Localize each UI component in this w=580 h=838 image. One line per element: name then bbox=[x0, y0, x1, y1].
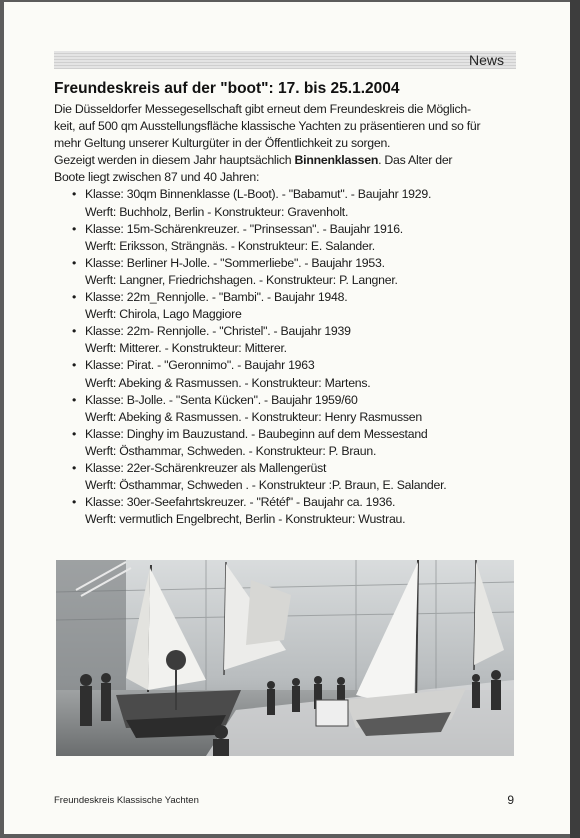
page-number: 9 bbox=[507, 793, 514, 807]
boat-item bbox=[54, 426, 520, 460]
bullet: • bbox=[72, 255, 77, 270]
intro-paragraph bbox=[54, 101, 520, 152]
boat-yard-line: Werft: vermutlich Engelbrecht, Berlin - Konstrukteur: Wustrau. bbox=[85, 512, 406, 527]
boat-item bbox=[54, 323, 520, 357]
bullet: • bbox=[72, 324, 77, 339]
boat-class-line: Klasse: B-Jolle. - "Senta Kücken". - Baujahr 1959/60 bbox=[85, 392, 358, 407]
boat-item bbox=[54, 289, 520, 323]
boat-item bbox=[54, 186, 520, 220]
bullet: • bbox=[72, 358, 77, 373]
boat-item bbox=[54, 460, 520, 494]
boat-class-line: Klasse: 15m-Schärenkreuzer. - "Prinsessan". - Baujahr 1916. bbox=[85, 221, 403, 236]
boat-class-line: Klasse: Pirat. - "Geronnimo". - Baujahr 1963 bbox=[85, 358, 315, 373]
bullet: • bbox=[72, 495, 77, 510]
boat-class-line: Klasse: 22er-Schärenkreuzer als Mallengerüst bbox=[85, 460, 327, 475]
boat-class-line: Klasse: 30er-Seefahrtskreuzer. - "Rétéf" - Baujahr ca. 1936. bbox=[85, 495, 396, 510]
bullet: • bbox=[72, 426, 77, 441]
boat-list bbox=[54, 186, 520, 528]
focus-text-end: . Das Alter der bbox=[378, 153, 453, 168]
section-label: News bbox=[468, 52, 504, 68]
page-footer bbox=[54, 795, 514, 806]
intro-line: Die Düsseldorfer Messegesellschaft gibt erneut dem Freundeskreis die Möglich- bbox=[54, 102, 471, 116]
article-title: Freundeskreis auf der "boot": 17. bis 25.1.2004 bbox=[54, 80, 400, 97]
publication-name: Freundeskreis Klassische Yachten bbox=[54, 795, 199, 806]
boat-class-line: Klasse: Berliner H-Jolle. - "Sommerliebe". - Baujahr 1953. bbox=[85, 255, 385, 270]
boat-yard-line: Werft: Abeking & Rasmussen. - Konstrukteur: Martens. bbox=[85, 375, 371, 390]
focus-line bbox=[54, 152, 520, 169]
boat-class-line: Klasse: Dinghy im Bauzustand. - Baubeginn auf dem Messestand bbox=[85, 426, 428, 441]
boat-yard-line: Werft: Mitterer. - Konstrukteur: Mitterer. bbox=[85, 341, 287, 356]
boat-item bbox=[54, 221, 520, 255]
boat-yard-line: Werft: Eriksson, Strängnäs. - Konstrukteur: E. Salander. bbox=[85, 238, 375, 253]
intro-line: mehr Geltung unserer Kulturgüter in der Öffentlichkeit zu sorgen. bbox=[54, 136, 391, 151]
bullet: • bbox=[72, 290, 77, 305]
boat-item bbox=[54, 392, 520, 426]
boat-item bbox=[54, 357, 520, 391]
intro-line: keit, auf 500 qm Ausstellungsfläche klassische Yachten zu präsentieren und so für bbox=[54, 119, 481, 134]
bullet: • bbox=[72, 221, 77, 236]
boat-show-photo-illustration bbox=[56, 560, 514, 756]
boat-yard-line: Werft: Abeking & Rasmussen. - Konstrukteur: Henry Rasmussen bbox=[85, 409, 422, 424]
header-band bbox=[54, 51, 516, 69]
page-edge bbox=[570, 0, 580, 838]
boat-show-photo bbox=[56, 560, 514, 756]
focus-text: Gezeigt werden in diesem Jahr hauptsächlich bbox=[54, 153, 295, 168]
article-body bbox=[54, 101, 520, 528]
boat-item bbox=[54, 494, 520, 528]
bullet: • bbox=[72, 460, 77, 475]
boat-class-line: Klasse: 22m- Rennjolle. - "Christel". - Baujahr 1939 bbox=[85, 324, 351, 339]
focus-paragraph bbox=[54, 152, 520, 186]
boat-item bbox=[54, 255, 520, 289]
boat-yard-line: Werft: Östhammar, Schweden. - Konstrukteur: P. Braun. bbox=[85, 443, 377, 458]
boat-class-line: Klasse: 22m_Rennjolle. - "Bambi". - Baujahr 1948. bbox=[85, 290, 348, 305]
bullet: • bbox=[72, 392, 77, 407]
boat-yard-line: Werft: Östhammar, Schweden . - Konstrukteur :P. Braun, E. Salander. bbox=[85, 478, 447, 493]
bullet: • bbox=[72, 187, 77, 202]
age-line: Boote liegt zwischen 87 und 40 Jahren: bbox=[54, 170, 260, 185]
boat-class-line: Klasse: 30qm Binnenklasse (L-Boot). - "Babamut". - Baujahr 1929. bbox=[85, 187, 432, 202]
focus-bold-text: Binnenklassen bbox=[294, 153, 379, 168]
document-page bbox=[4, 2, 570, 834]
boat-yard-line: Werft: Buchholz, Berlin - Konstrukteur: Gravenholt. bbox=[85, 204, 349, 219]
boat-yard-line: Werft: Langner, Friedrichshagen. - Konstrukteur: P. Langner. bbox=[85, 272, 398, 287]
boat-yard-line: Werft: Chirola, Lago Maggiore bbox=[85, 307, 242, 322]
